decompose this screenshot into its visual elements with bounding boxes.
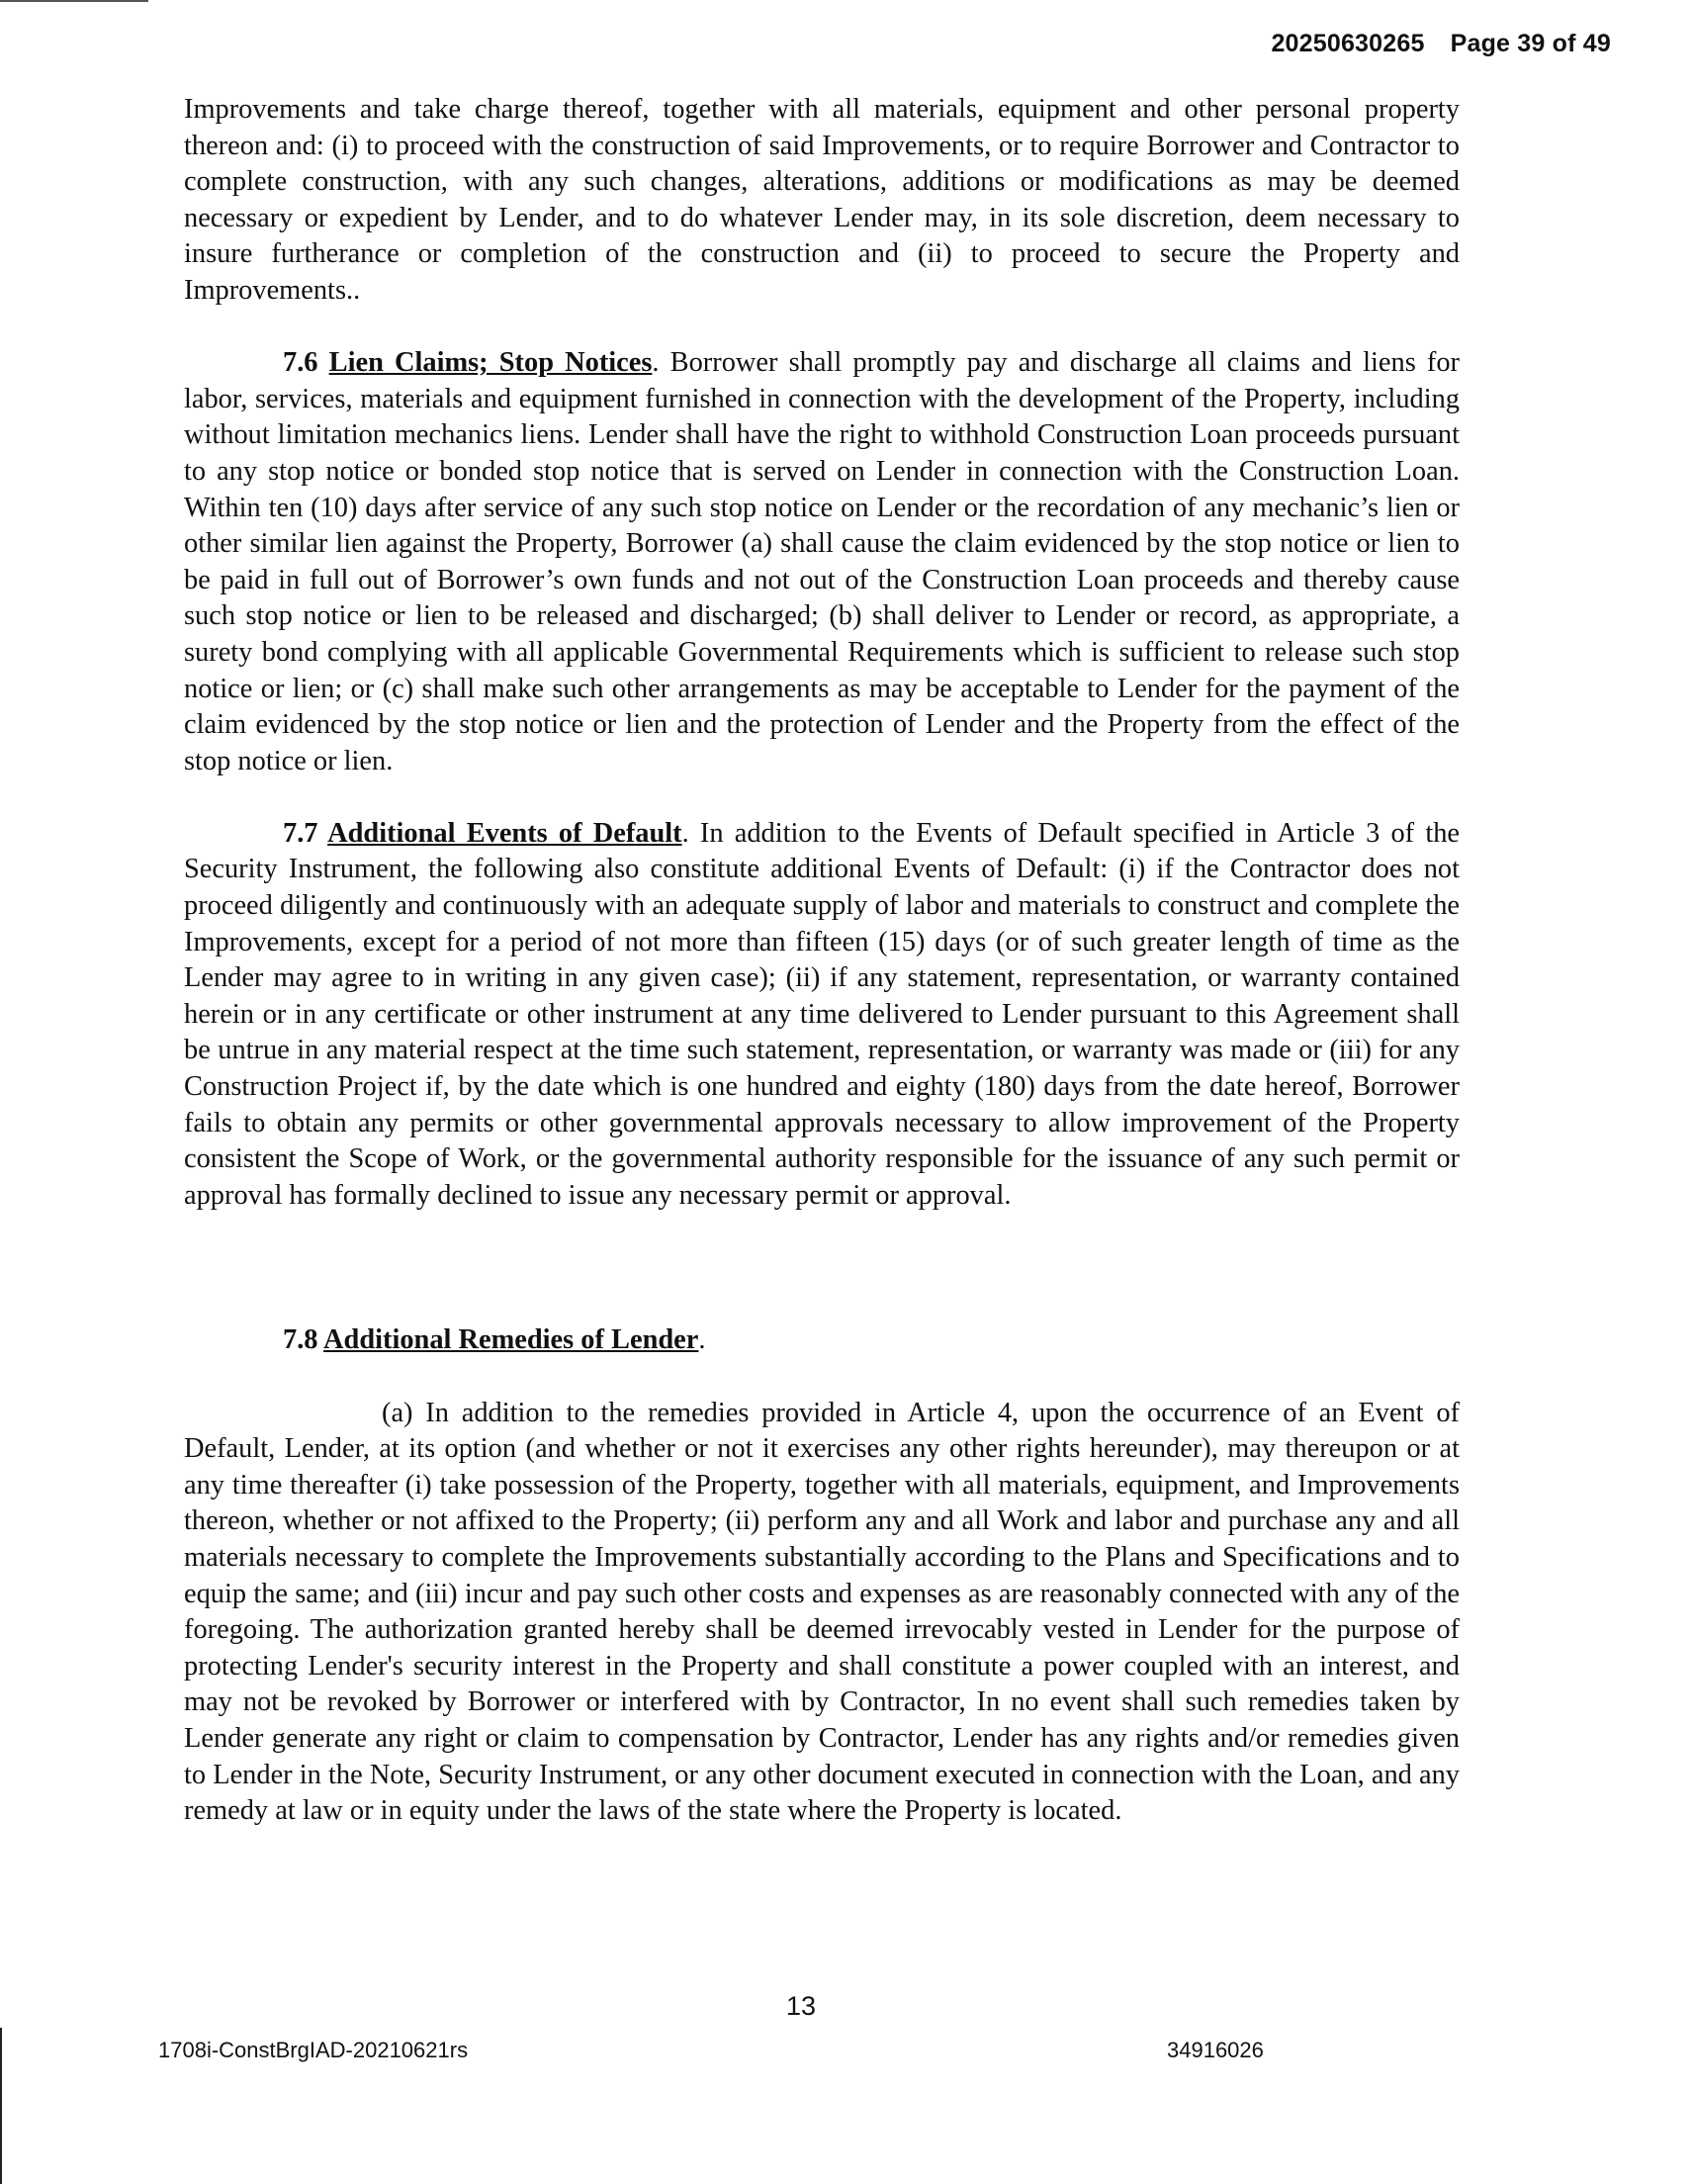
continuation-paragraph: Improvements and take charge thereof, together with all materials, equipment and other personal property thereon and: (i) to proceed with the construction of said Improvements, or to require Borrower and Contractor to complete construction, with any such changes, alterations, additions or modifications as may be deemed necessary or expedient by Lender, and to do whatever Lender may, in its sole discretion, deem necessary to insure furtherance or completion of the construction and (ii) to proceed to secure the Property and Improvements..: [184, 94, 1460, 306]
section-number: 7.8: [283, 1324, 318, 1356]
section-number: 7.7: [283, 817, 318, 849]
section-title: Additional Events of Default: [327, 817, 682, 849]
section-7-8: 7.8 Additional Remedies of Lender.: [283, 1324, 706, 1356]
page-label: Page 39 of 49: [1450, 30, 1611, 57]
page-number: 13: [786, 1991, 817, 2021]
section-7-8-a: (a) In addition to the remedies provided in Article 4, upon the occurrence of an Event of Default, Lender, at its option (and whether or not it exercises any other rights hereunder), may thereupon or at any time thereafter (i) take possession of the Property, together with all materials, equipment, and Improvements thereon, whether or not affixed to the Property; (ii) perform any and all Work and labor and purchase any and all materials necessary to complete the Improvements substantially according to the Plans and Specifications and to equip the same; and (iii) incur and pay such other costs and expenses as are reasonably connected with any of the foregoing. The authorization granted hereby shall be deemed irrevocably vested in Lender for the purpose of protecting Lender's security interest in the Property and shall constitute a power coupled with an interest, and may not be revoked by Borrower or interfered with by Contractor, In no event shall such remedies taken by Lender generate any right or claim to compensation by Contractor, Lender has any rights and/or remedies given to Lender in the Note, Security Instrument, or any other document executed in connection with the Loan, and any remedy at law or in equity under the laws of the state where the Property is located.: [184, 1397, 1460, 1827]
section-7-8-heading: [283, 1324, 698, 1355]
section-7-6-heading: [283, 347, 652, 378]
section-7-6: 7.6 Lien Claims; Stop Notices. Borrower shall promptly pay and discharge all claims and liens for labor, services, materials and equipment furnished in connection with the development of the Property, including without limitation mechanics liens. Lender shall have the right to withhold Construction Loan proceeds pursuant to any stop notice or bonded stop notice that is served on Lender in connection with the Construction Loan. Within ten (10) days after service of any such stop notice on Lender or the recordation of any mechanic’s lien or other similar lien against the Property, Borrower (a) shall cause the claim evidenced by the stop notice or lien to be paid in full out of Borrower’s own funds and not out of the Construction Loan proceeds and thereby cause such stop notice or lien to be released and discharged; (b) shall deliver to Lender or record, as appropriate, a surety bond complying with all applicable Governmental Requirements which is sufficient to release such stop notice or lien; or (c) shall make such other arrangements as may be acceptable to Lender for the payment of the claim evidenced by the stop notice or lien and the protection of Lender and the Property from the effect of the stop notice or lien.: [184, 347, 1460, 776]
scan-margin-line: [0, 2028, 2, 2184]
section-7-7-heading: [283, 818, 682, 849]
document-number: 20250630265: [1271, 30, 1425, 57]
section-7-6-text: Borrower shall promptly pay and discharge all claims and liens for labor, services, materials and equipment furnished in connection with the development of the Property, including without limitation mechanics liens. Lender shall have the right to withhold Construction Loan proceeds pursuant to any stop notice or bonded stop notice that is served on Lender in connection with the Construction Loan. Within ten (10) days after service of any such stop notice on Lender or the recordation of any mechanic’s lien or other similar lien against the Property, Borrower (a) shall cause the claim evidenced by the stop notice or lien to be paid in full out of Borrower’s own funds and not out of the Construction Loan proceeds and thereby cause such stop notice or lien to be released and discharged; (b) shall deliver to Lender or record, as appropriate, a surety bond complying with all applicable Governmental Requirements which is sufficient to release such stop notice or lien; or (c) shall make such other arrangements as may be acceptable to Lender for the payment of the claim evidenced by the stop notice or lien and the protection of Lender and the Property from the effect of the stop notice or lien.: [184, 347, 1460, 776]
section-7-7: 7.7 Additional Events of Default. In addition to the Events of Default specified in Article 3 of the Security Instrument, the following also constitute additional Events of Default: (i) if the Contractor does not proceed diligently and continuously with an adequate supply of labor and materials to construct and complete the Improvements, except for a period of not more than fifteen (15) days (or of such greater length of time as the Lender may agree to in writing in any given case); (ii) if any statement, representation, or warranty contained herein or in any certificate or other instrument at any time delivered to Lender pursuant to this Agreement shall be untrue in any material respect at the time such statement, representation, or warranty was made or (iii) for any Construction Project if, by the date which is one hundred and eighty (180) days from the date hereof, Borrower fails to obtain any permits or other governmental approvals necessary to allow improvement of the Property consistent the Scope of Work, or the governmental authority responsible for the issuance of any such permit or approval has formally declined to issue any necessary permit or approval.: [184, 817, 1461, 1211]
page-header: [1271, 30, 1611, 58]
document-body: [184, 92, 1460, 1830]
section-number: 7.6: [283, 347, 318, 379]
footer-reference-number: 34916026: [1167, 2038, 1264, 2062]
section-title: Lien Claims; Stop Notices: [328, 347, 653, 379]
scan-edge-mark: [0, 0, 148, 2]
footer-document-id: 1708i-ConstBrgIAD-20210621rs: [158, 2038, 469, 2062]
section-title: Additional Remedies of Lender: [323, 1324, 699, 1356]
section-7-7-text: In addition to the Events of Default specified in Article 3 of the Security Instrument, the following also constitute additional Events of Default: (i) if the Contractor does not proceed diligently and continuously with an adequate supply of labor and materials to construct and complete the Improvements, except for a period of not more than fifteen (15) days (or of such greater length of time as the Lender may agree to in writing in any given case); (ii) if any statement, representation, or warranty contained herein or in any certificate or other instrument at any time delivered to Lender pursuant to this Agreement shall be untrue in any material respect at the time such statement, representation, or warranty was made or (iii) for any Construction Project if, by the date which is one hundred and eighty (180) days from the date hereof, Borrower fails to obtain any permits or other governmental approvals necessary to allow improvement of the Property consistent the Scope of Work, or the governmental authority responsible for the issuance of any such permit or approval has formally declined to issue any necessary permit or approval.: [184, 817, 1461, 1211]
